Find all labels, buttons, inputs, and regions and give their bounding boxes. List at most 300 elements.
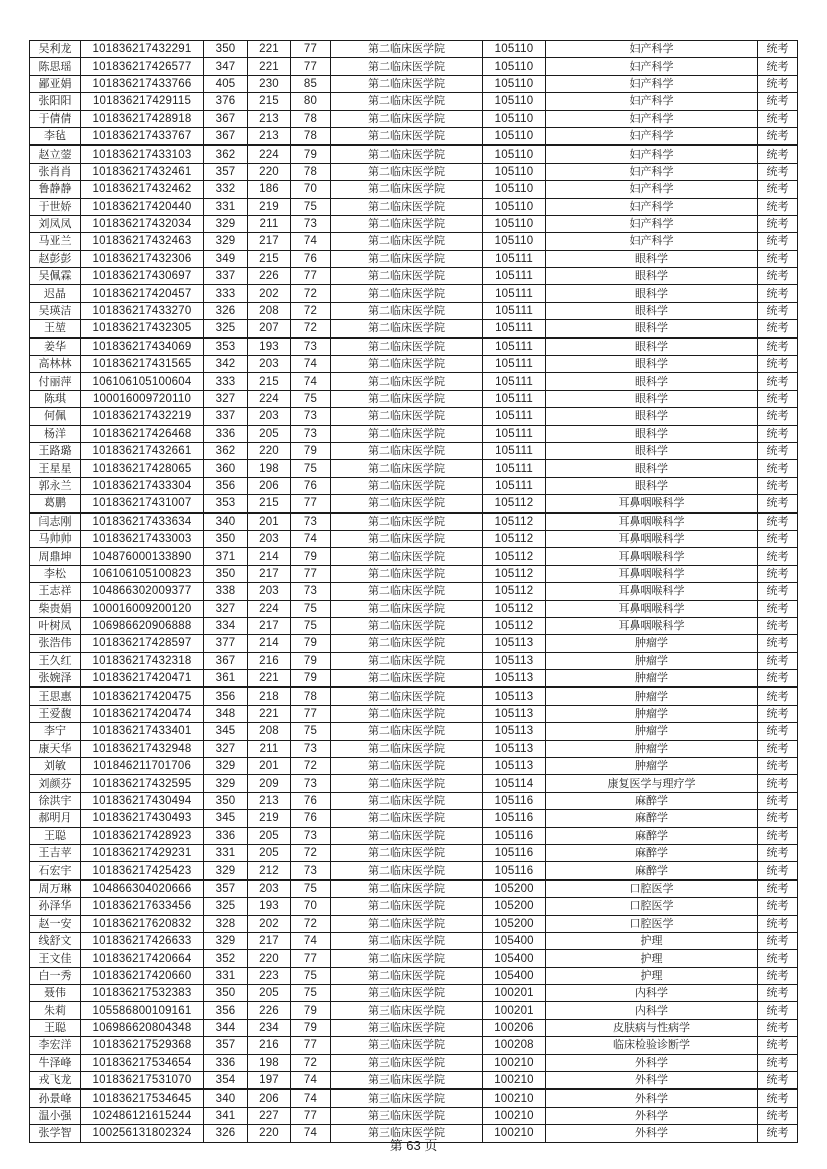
table-row bbox=[30, 985, 798, 1002]
major-code-cell: 105112 bbox=[483, 495, 546, 513]
major-code-cell: 105111 bbox=[483, 268, 546, 285]
major-name-cell: 肿瘤学 bbox=[546, 740, 758, 757]
score-3-cell: 73 bbox=[291, 408, 331, 425]
name-cell: 王思惠 bbox=[30, 687, 81, 705]
major-code-cell: 105110 bbox=[483, 163, 546, 180]
score-2-cell: 215 bbox=[248, 250, 291, 267]
score-2-cell: 205 bbox=[248, 844, 291, 861]
major-code-cell: 105111 bbox=[483, 442, 546, 459]
score-3-cell: 74 bbox=[291, 1089, 331, 1107]
table-row bbox=[30, 356, 798, 373]
score-2-cell: 202 bbox=[248, 915, 291, 932]
score-2-cell: 197 bbox=[248, 1072, 291, 1090]
major-name-cell: 耳鼻咽喉科学 bbox=[546, 565, 758, 582]
major-name-cell: 口腔医学 bbox=[546, 880, 758, 898]
total-score-cell: 356 bbox=[204, 687, 248, 705]
total-score-cell: 337 bbox=[204, 268, 248, 285]
name-cell: 王堃 bbox=[30, 320, 81, 338]
table-row bbox=[30, 880, 798, 898]
score-2-cell: 198 bbox=[248, 460, 291, 477]
major-name-cell: 妇产科学 bbox=[546, 58, 758, 75]
score-3-cell: 80 bbox=[291, 93, 331, 110]
table-row bbox=[30, 548, 798, 565]
total-score-cell: 332 bbox=[204, 181, 248, 198]
total-score-cell: 329 bbox=[204, 775, 248, 792]
score-3-cell: 77 bbox=[291, 268, 331, 285]
major-code-cell: 105112 bbox=[483, 600, 546, 617]
major-code-cell: 105111 bbox=[483, 460, 546, 477]
major-code-cell: 105110 bbox=[483, 198, 546, 215]
score-3-cell: 73 bbox=[291, 425, 331, 442]
name-cell: 李松 bbox=[30, 565, 81, 582]
table-row bbox=[30, 898, 798, 915]
table-row bbox=[30, 390, 798, 407]
score-2-cell: 220 bbox=[248, 950, 291, 967]
score-2-cell: 213 bbox=[248, 792, 291, 809]
college-cell: 第二临床医学院 bbox=[331, 898, 483, 915]
table-row bbox=[30, 617, 798, 634]
exam-number-cell: 101836217430494 bbox=[81, 792, 204, 809]
total-score-cell: 357 bbox=[204, 163, 248, 180]
table-row bbox=[30, 442, 798, 459]
exam-number-cell: 101846211701706 bbox=[81, 758, 204, 775]
score-3-cell: 77 bbox=[291, 41, 331, 58]
score-2-cell: 216 bbox=[248, 652, 291, 669]
exam-type-cell: 统考 bbox=[758, 652, 798, 669]
college-cell: 第二临床医学院 bbox=[331, 285, 483, 302]
score-2-cell: 218 bbox=[248, 687, 291, 705]
score-2-cell: 224 bbox=[248, 600, 291, 617]
total-score-cell: 327 bbox=[204, 600, 248, 617]
score-3-cell: 73 bbox=[291, 513, 331, 531]
major-code-cell: 105200 bbox=[483, 915, 546, 932]
major-code-cell: 105111 bbox=[483, 408, 546, 425]
admission-results-table bbox=[29, 40, 798, 1143]
name-cell: 叶树凤 bbox=[30, 617, 81, 634]
table-row bbox=[30, 181, 798, 198]
exam-number-cell: 101836217429115 bbox=[81, 93, 204, 110]
score-3-cell: 77 bbox=[291, 58, 331, 75]
major-name-cell: 妇产科学 bbox=[546, 233, 758, 250]
major-code-cell: 105113 bbox=[483, 670, 546, 688]
major-code-cell: 105110 bbox=[483, 145, 546, 163]
score-2-cell: 217 bbox=[248, 617, 291, 634]
name-cell: 闫志刚 bbox=[30, 513, 81, 531]
major-code-cell: 105113 bbox=[483, 723, 546, 740]
score-3-cell: 73 bbox=[291, 215, 331, 232]
exam-type-cell: 统考 bbox=[758, 93, 798, 110]
score-2-cell: 221 bbox=[248, 670, 291, 688]
name-cell: 马亚兰 bbox=[30, 233, 81, 250]
exam-number-cell: 101836217620832 bbox=[81, 915, 204, 932]
table-row bbox=[30, 583, 798, 600]
college-cell: 第二临床医学院 bbox=[331, 635, 483, 652]
total-score-cell: 336 bbox=[204, 827, 248, 844]
college-cell: 第二临床医学院 bbox=[331, 862, 483, 880]
exam-number-cell: 101836217534645 bbox=[81, 1089, 204, 1107]
total-score-cell: 405 bbox=[204, 75, 248, 92]
total-score-cell: 353 bbox=[204, 338, 248, 356]
score-2-cell: 213 bbox=[248, 127, 291, 145]
table-row bbox=[30, 338, 798, 356]
major-name-cell: 外科学 bbox=[546, 1107, 758, 1124]
exam-number-cell: 101836217432291 bbox=[81, 41, 204, 58]
college-cell: 第二临床医学院 bbox=[331, 530, 483, 547]
college-cell: 第二临床医学院 bbox=[331, 302, 483, 319]
name-cell: 线舒文 bbox=[30, 932, 81, 949]
college-cell: 第二临床医学院 bbox=[331, 356, 483, 373]
exam-type-cell: 统考 bbox=[758, 1107, 798, 1124]
total-score-cell: 347 bbox=[204, 58, 248, 75]
table-row bbox=[30, 198, 798, 215]
exam-number-cell: 104866304020666 bbox=[81, 880, 204, 898]
major-code-cell: 105400 bbox=[483, 932, 546, 949]
score-2-cell: 203 bbox=[248, 583, 291, 600]
exam-type-cell: 统考 bbox=[758, 513, 798, 531]
major-code-cell: 105112 bbox=[483, 530, 546, 547]
major-code-cell: 105111 bbox=[483, 285, 546, 302]
score-3-cell: 79 bbox=[291, 1002, 331, 1019]
name-cell: 李宏洋 bbox=[30, 1037, 81, 1054]
name-cell: 赵一安 bbox=[30, 915, 81, 932]
major-name-cell: 妇产科学 bbox=[546, 41, 758, 58]
score-3-cell: 79 bbox=[291, 670, 331, 688]
major-code-cell: 105113 bbox=[483, 740, 546, 757]
total-score-cell: 350 bbox=[204, 530, 248, 547]
exam-number-cell: 101836217428065 bbox=[81, 460, 204, 477]
college-cell: 第二临床医学院 bbox=[331, 932, 483, 949]
table-row bbox=[30, 320, 798, 338]
college-cell: 第二临床医学院 bbox=[331, 442, 483, 459]
exam-type-cell: 统考 bbox=[758, 1002, 798, 1019]
score-2-cell: 209 bbox=[248, 775, 291, 792]
score-2-cell: 215 bbox=[248, 93, 291, 110]
name-cell: 付丽萍 bbox=[30, 373, 81, 390]
major-name-cell: 肿瘤学 bbox=[546, 758, 758, 775]
major-code-cell: 100210 bbox=[483, 1054, 546, 1071]
score-2-cell: 193 bbox=[248, 898, 291, 915]
table-row bbox=[30, 58, 798, 75]
name-cell: 周鼎坤 bbox=[30, 548, 81, 565]
exam-type-cell: 统考 bbox=[758, 705, 798, 722]
score-2-cell: 234 bbox=[248, 1019, 291, 1036]
total-score-cell: 325 bbox=[204, 898, 248, 915]
total-score-cell: 376 bbox=[204, 93, 248, 110]
college-cell: 第三临床医学院 bbox=[331, 985, 483, 1002]
table-row bbox=[30, 652, 798, 669]
major-code-cell: 105110 bbox=[483, 215, 546, 232]
major-name-cell: 肿瘤学 bbox=[546, 635, 758, 652]
major-code-cell: 105111 bbox=[483, 250, 546, 267]
major-name-cell: 内科学 bbox=[546, 985, 758, 1002]
name-cell: 王聪 bbox=[30, 1019, 81, 1036]
name-cell: 王文佳 bbox=[30, 950, 81, 967]
exam-type-cell: 统考 bbox=[758, 740, 798, 757]
name-cell: 郭永兰 bbox=[30, 477, 81, 494]
name-cell: 王聪 bbox=[30, 827, 81, 844]
exam-type-cell: 统考 bbox=[758, 58, 798, 75]
score-2-cell: 219 bbox=[248, 198, 291, 215]
total-score-cell: 350 bbox=[204, 985, 248, 1002]
score-3-cell: 78 bbox=[291, 163, 331, 180]
exam-type-cell: 统考 bbox=[758, 460, 798, 477]
major-code-cell: 105113 bbox=[483, 687, 546, 705]
score-3-cell: 77 bbox=[291, 705, 331, 722]
total-score-cell: 371 bbox=[204, 548, 248, 565]
total-score-cell: 331 bbox=[204, 844, 248, 861]
exam-number-cell: 101836217433766 bbox=[81, 75, 204, 92]
score-3-cell: 76 bbox=[291, 810, 331, 827]
name-cell: 刘颜芬 bbox=[30, 775, 81, 792]
college-cell: 第二临床医学院 bbox=[331, 425, 483, 442]
score-3-cell: 72 bbox=[291, 285, 331, 302]
exam-type-cell: 统考 bbox=[758, 670, 798, 688]
college-cell: 第二临床医学院 bbox=[331, 250, 483, 267]
exam-type-cell: 统考 bbox=[758, 985, 798, 1002]
exam-type-cell: 统考 bbox=[758, 617, 798, 634]
major-code-cell: 105111 bbox=[483, 477, 546, 494]
score-2-cell: 216 bbox=[248, 1037, 291, 1054]
major-code-cell: 105112 bbox=[483, 565, 546, 582]
name-cell: 王久红 bbox=[30, 652, 81, 669]
major-name-cell: 妇产科学 bbox=[546, 215, 758, 232]
total-score-cell: 328 bbox=[204, 915, 248, 932]
total-score-cell: 377 bbox=[204, 635, 248, 652]
score-3-cell: 70 bbox=[291, 898, 331, 915]
total-score-cell: 338 bbox=[204, 583, 248, 600]
exam-type-cell: 统考 bbox=[758, 898, 798, 915]
score-2-cell: 212 bbox=[248, 862, 291, 880]
score-2-cell: 211 bbox=[248, 215, 291, 232]
name-cell: 葛鹏 bbox=[30, 495, 81, 513]
table-row bbox=[30, 862, 798, 880]
score-2-cell: 220 bbox=[248, 442, 291, 459]
major-name-cell: 护理 bbox=[546, 950, 758, 967]
major-name-cell: 护理 bbox=[546, 932, 758, 949]
exam-number-cell: 102486121615244 bbox=[81, 1107, 204, 1124]
score-3-cell: 79 bbox=[291, 442, 331, 459]
major-name-cell: 眼科学 bbox=[546, 320, 758, 338]
table-row bbox=[30, 1107, 798, 1124]
exam-number-cell: 101836217420471 bbox=[81, 670, 204, 688]
name-cell: 吴瑛洁 bbox=[30, 302, 81, 319]
total-score-cell: 360 bbox=[204, 460, 248, 477]
exam-type-cell: 统考 bbox=[758, 215, 798, 232]
score-2-cell: 215 bbox=[248, 373, 291, 390]
major-name-cell: 妇产科学 bbox=[546, 110, 758, 127]
major-code-cell: 100210 bbox=[483, 1125, 546, 1142]
total-score-cell: 333 bbox=[204, 373, 248, 390]
college-cell: 第二临床医学院 bbox=[331, 600, 483, 617]
major-name-cell: 眼科学 bbox=[546, 285, 758, 302]
score-3-cell: 79 bbox=[291, 145, 331, 163]
table-row bbox=[30, 950, 798, 967]
exam-type-cell: 统考 bbox=[758, 844, 798, 861]
score-3-cell: 77 bbox=[291, 950, 331, 967]
major-name-cell: 眼科学 bbox=[546, 460, 758, 477]
total-score-cell: 331 bbox=[204, 198, 248, 215]
exam-type-cell: 统考 bbox=[758, 320, 798, 338]
score-3-cell: 74 bbox=[291, 1125, 331, 1142]
total-score-cell: 329 bbox=[204, 862, 248, 880]
exam-type-cell: 统考 bbox=[758, 127, 798, 145]
major-code-cell: 100210 bbox=[483, 1089, 546, 1107]
total-score-cell: 344 bbox=[204, 1019, 248, 1036]
table-row bbox=[30, 758, 798, 775]
college-cell: 第二临床医学院 bbox=[331, 198, 483, 215]
major-code-cell: 105116 bbox=[483, 844, 546, 861]
total-score-cell: 354 bbox=[204, 1072, 248, 1090]
exam-number-cell: 101836217633456 bbox=[81, 898, 204, 915]
score-2-cell: 217 bbox=[248, 233, 291, 250]
exam-type-cell: 统考 bbox=[758, 373, 798, 390]
name-cell: 鲁静静 bbox=[30, 181, 81, 198]
college-cell: 第二临床医学院 bbox=[331, 408, 483, 425]
score-2-cell: 203 bbox=[248, 356, 291, 373]
score-2-cell: 214 bbox=[248, 548, 291, 565]
score-2-cell: 221 bbox=[248, 58, 291, 75]
name-cell: 朱莉 bbox=[30, 1002, 81, 1019]
major-name-cell: 耳鼻咽喉科学 bbox=[546, 530, 758, 547]
table-row bbox=[30, 530, 798, 547]
exam-number-cell: 101836217420660 bbox=[81, 967, 204, 984]
score-2-cell: 220 bbox=[248, 1125, 291, 1142]
table-row bbox=[30, 215, 798, 232]
total-score-cell: 367 bbox=[204, 127, 248, 145]
table-row bbox=[30, 285, 798, 302]
exam-number-cell: 104876000133890 bbox=[81, 548, 204, 565]
college-cell: 第二临床医学院 bbox=[331, 880, 483, 898]
exam-number-cell: 101836217432462 bbox=[81, 181, 204, 198]
exam-type-cell: 统考 bbox=[758, 967, 798, 984]
major-name-cell: 眼科学 bbox=[546, 390, 758, 407]
college-cell: 第二临床医学院 bbox=[331, 163, 483, 180]
exam-number-cell: 101836217432948 bbox=[81, 740, 204, 757]
exam-type-cell: 统考 bbox=[758, 827, 798, 844]
major-name-cell: 内科学 bbox=[546, 1002, 758, 1019]
exam-type-cell: 统考 bbox=[758, 1019, 798, 1036]
college-cell: 第二临床医学院 bbox=[331, 827, 483, 844]
major-name-cell: 妇产科学 bbox=[546, 181, 758, 198]
score-2-cell: 227 bbox=[248, 1107, 291, 1124]
exam-type-cell: 统考 bbox=[758, 1054, 798, 1071]
name-cell: 何佩 bbox=[30, 408, 81, 425]
college-cell: 第三临床医学院 bbox=[331, 1072, 483, 1090]
score-2-cell: 205 bbox=[248, 425, 291, 442]
exam-type-cell: 统考 bbox=[758, 302, 798, 319]
major-code-cell: 100210 bbox=[483, 1072, 546, 1090]
total-score-cell: 367 bbox=[204, 652, 248, 669]
exam-number-cell: 101836217433304 bbox=[81, 477, 204, 494]
major-name-cell: 眼科学 bbox=[546, 268, 758, 285]
exam-number-cell: 101836217433270 bbox=[81, 302, 204, 319]
college-cell: 第二临床医学院 bbox=[331, 268, 483, 285]
total-score-cell: 353 bbox=[204, 495, 248, 513]
table-row bbox=[30, 1072, 798, 1090]
total-score-cell: 350 bbox=[204, 41, 248, 58]
exam-type-cell: 统考 bbox=[758, 268, 798, 285]
college-cell: 第三临床医学院 bbox=[331, 1054, 483, 1071]
name-cell: 姜华 bbox=[30, 338, 81, 356]
exam-number-cell: 101836217433003 bbox=[81, 530, 204, 547]
major-code-cell: 105110 bbox=[483, 110, 546, 127]
score-2-cell: 224 bbox=[248, 390, 291, 407]
score-3-cell: 78 bbox=[291, 687, 331, 705]
major-name-cell: 妇产科学 bbox=[546, 145, 758, 163]
total-score-cell: 329 bbox=[204, 233, 248, 250]
score-3-cell: 77 bbox=[291, 565, 331, 582]
exam-type-cell: 统考 bbox=[758, 356, 798, 373]
total-score-cell: 352 bbox=[204, 950, 248, 967]
score-3-cell: 72 bbox=[291, 758, 331, 775]
exam-type-cell: 统考 bbox=[758, 233, 798, 250]
name-cell: 温小强 bbox=[30, 1107, 81, 1124]
score-3-cell: 76 bbox=[291, 792, 331, 809]
total-score-cell: 327 bbox=[204, 390, 248, 407]
major-code-cell: 105110 bbox=[483, 58, 546, 75]
exam-number-cell: 101836217434069 bbox=[81, 338, 204, 356]
major-name-cell: 眼科学 bbox=[546, 302, 758, 319]
exam-type-cell: 统考 bbox=[758, 390, 798, 407]
exam-number-cell: 101836217432463 bbox=[81, 233, 204, 250]
name-cell: 吴佩霖 bbox=[30, 268, 81, 285]
exam-number-cell: 101836217433401 bbox=[81, 723, 204, 740]
score-2-cell: 203 bbox=[248, 408, 291, 425]
college-cell: 第二临床医学院 bbox=[331, 565, 483, 582]
major-name-cell: 皮肤病与性病学 bbox=[546, 1019, 758, 1036]
name-cell: 杨洋 bbox=[30, 425, 81, 442]
major-name-cell: 耳鼻咽喉科学 bbox=[546, 548, 758, 565]
score-3-cell: 77 bbox=[291, 1107, 331, 1124]
major-name-cell: 肿瘤学 bbox=[546, 705, 758, 722]
major-name-cell: 妇产科学 bbox=[546, 163, 758, 180]
table-row bbox=[30, 75, 798, 92]
college-cell: 第二临床医学院 bbox=[331, 583, 483, 600]
college-cell: 第二临床医学院 bbox=[331, 652, 483, 669]
score-2-cell: 203 bbox=[248, 880, 291, 898]
exam-type-cell: 统考 bbox=[758, 530, 798, 547]
name-cell: 马帅帅 bbox=[30, 530, 81, 547]
score-3-cell: 78 bbox=[291, 127, 331, 145]
college-cell: 第三临床医学院 bbox=[331, 1089, 483, 1107]
score-3-cell: 73 bbox=[291, 775, 331, 792]
college-cell: 第二临床医学院 bbox=[331, 915, 483, 932]
college-cell: 第二临床医学院 bbox=[331, 58, 483, 75]
major-code-cell: 105112 bbox=[483, 513, 546, 531]
score-3-cell: 78 bbox=[291, 110, 331, 127]
name-cell: 戎飞龙 bbox=[30, 1072, 81, 1090]
exam-type-cell: 统考 bbox=[758, 442, 798, 459]
exam-number-cell: 101836217428918 bbox=[81, 110, 204, 127]
score-2-cell: 202 bbox=[248, 285, 291, 302]
exam-number-cell: 101836217531070 bbox=[81, 1072, 204, 1090]
table-row bbox=[30, 250, 798, 267]
total-score-cell: 340 bbox=[204, 1089, 248, 1107]
total-score-cell: 362 bbox=[204, 145, 248, 163]
major-code-cell: 105116 bbox=[483, 862, 546, 880]
score-3-cell: 75 bbox=[291, 617, 331, 634]
score-3-cell: 73 bbox=[291, 583, 331, 600]
score-2-cell: 201 bbox=[248, 513, 291, 531]
table-row bbox=[30, 792, 798, 809]
exam-type-cell: 统考 bbox=[758, 565, 798, 582]
name-cell: 柴贵娟 bbox=[30, 600, 81, 617]
college-cell: 第二临床医学院 bbox=[331, 215, 483, 232]
total-score-cell: 326 bbox=[204, 1125, 248, 1142]
page-number-text: 第 63 页 bbox=[389, 1138, 438, 1153]
exam-type-cell: 统考 bbox=[758, 600, 798, 617]
exam-type-cell: 统考 bbox=[758, 75, 798, 92]
